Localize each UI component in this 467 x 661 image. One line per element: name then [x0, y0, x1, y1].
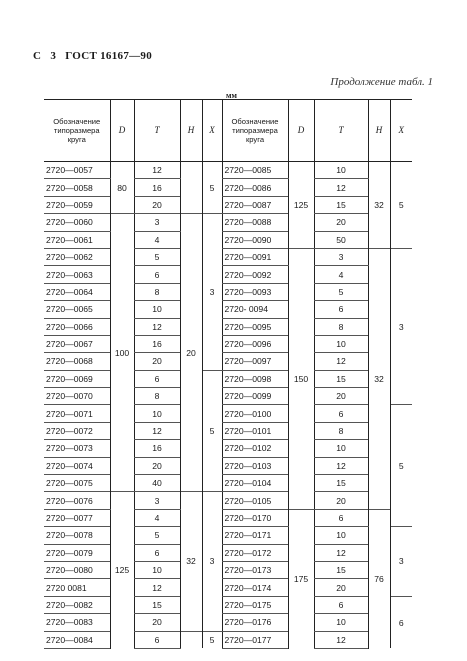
left-t-cell: 10 — [134, 405, 180, 422]
left-d-value: 80 — [110, 162, 134, 214]
right-code-cell: 2720—0096 — [222, 335, 288, 352]
header-code-right: Обозначение типоразмера круга — [222, 100, 288, 162]
left-t-cell: 5 — [134, 248, 180, 265]
right-t-cell: 3 — [314, 248, 368, 265]
left-code-cell: 2720—0058 — [44, 179, 110, 196]
table-row — [44, 405, 412, 422]
left-t-cell: 3 — [134, 214, 180, 231]
table-row — [44, 614, 412, 631]
left-d-value: 125 — [110, 492, 134, 649]
header-code-left: Обозначение типоразмера круга — [44, 100, 110, 162]
left-x-value: 5 — [202, 631, 222, 648]
right-code-cell: 2720—0101 — [222, 422, 288, 439]
table-row — [44, 631, 412, 648]
right-t-cell: 12 — [314, 631, 368, 648]
left-t-cell: 8 — [134, 388, 180, 405]
left-code-cell: 2720—0069 — [44, 370, 110, 387]
table-row — [44, 231, 412, 248]
right-code-cell: 2720—0173 — [222, 561, 288, 578]
left-code-cell: 2720—0073 — [44, 440, 110, 457]
header-d-left: D — [110, 100, 134, 162]
table-row — [44, 388, 412, 405]
right-t-cell: 8 — [314, 422, 368, 439]
left-h-value: 32 — [180, 492, 202, 631]
right-t-cell: 6 — [314, 596, 368, 613]
right-h-value: 32 — [368, 248, 390, 509]
table-row — [44, 353, 412, 370]
table-row — [44, 196, 412, 213]
left-x-value: 3 — [202, 214, 222, 371]
left-t-cell: 6 — [134, 631, 180, 648]
header-letter: С — [33, 50, 42, 62]
right-t-cell: 4 — [314, 266, 368, 283]
right-t-cell: 5 — [314, 283, 368, 300]
left-code-cell: 2720—0082 — [44, 596, 110, 613]
table-row — [44, 335, 412, 352]
right-x-value: 6 — [390, 596, 412, 648]
left-code-cell: 2720—0072 — [44, 422, 110, 439]
right-code-cell: 2720—0099 — [222, 388, 288, 405]
left-code-cell: 2720—0061 — [44, 231, 110, 248]
table-row — [44, 457, 412, 474]
left-code-cell: 2720—0064 — [44, 283, 110, 300]
right-t-cell: 12 — [314, 179, 368, 196]
left-code-cell: 2720 0081 — [44, 579, 110, 596]
right-t-cell: 50 — [314, 231, 368, 248]
header-h-right: H — [368, 100, 390, 162]
left-t-cell: 6 — [134, 370, 180, 387]
left-t-cell: 20 — [134, 614, 180, 631]
right-t-cell: 6 — [314, 301, 368, 318]
left-t-cell: 12 — [134, 422, 180, 439]
right-t-cell: 12 — [314, 544, 368, 561]
left-code-cell: 2720—0084 — [44, 631, 110, 648]
right-t-cell: 10 — [314, 335, 368, 352]
header-d-right: D — [288, 100, 314, 162]
left-h-value — [180, 162, 202, 214]
header-standard: ГОСТ 16167—90 — [65, 50, 153, 62]
right-code-cell: 2720—0085 — [222, 162, 288, 179]
left-code-cell: 2720—0075 — [44, 475, 110, 492]
left-code-cell: 2720—0060 — [44, 214, 110, 231]
table-row — [44, 561, 412, 578]
left-t-cell: 3 — [134, 492, 180, 509]
right-t-cell: 10 — [314, 614, 368, 631]
right-t-cell: 8 — [314, 318, 368, 335]
right-t-cell: 15 — [314, 475, 368, 492]
left-code-cell: 2720—0065 — [44, 301, 110, 318]
right-x-value: 3 — [390, 248, 412, 405]
left-d-value: 100 — [110, 214, 134, 492]
right-code-cell: 2720—0092 — [222, 266, 288, 283]
table-row — [44, 214, 412, 231]
right-code-cell: 2720—0091 — [222, 248, 288, 265]
left-h-value — [180, 631, 202, 648]
left-x-value: 3 — [202, 492, 222, 631]
left-t-cell: 12 — [134, 162, 180, 179]
right-code-cell: 2720—0103 — [222, 457, 288, 474]
right-t-cell: 15 — [314, 370, 368, 387]
left-t-cell: 16 — [134, 335, 180, 352]
left-code-cell: 2720—0067 — [44, 335, 110, 352]
right-code-cell: 2720—0088 — [222, 214, 288, 231]
left-t-cell: 15 — [134, 596, 180, 613]
units-label: мм — [226, 91, 237, 100]
right-code-cell: 2720—0174 — [222, 579, 288, 596]
header-x-right: X — [390, 100, 412, 162]
left-code-cell: 2720—0074 — [44, 457, 110, 474]
right-code-cell: 2720—0105 — [222, 492, 288, 509]
right-d-value: 125 — [288, 162, 314, 249]
right-t-cell: 10 — [314, 162, 368, 179]
left-h-value: 20 — [180, 214, 202, 492]
right-t-cell: 20 — [314, 214, 368, 231]
table-row — [44, 509, 412, 526]
right-t-cell: 20 — [314, 492, 368, 509]
right-code-cell: 2720—0087 — [222, 196, 288, 213]
left-t-cell: 12 — [134, 579, 180, 596]
right-code-cell: 2720—0095 — [222, 318, 288, 335]
right-code-cell: 2720—0176 — [222, 614, 288, 631]
right-code-cell: 2720—0098 — [222, 370, 288, 387]
left-code-cell: 2720—0076 — [44, 492, 110, 509]
right-code-cell: 2720—0170 — [222, 509, 288, 526]
right-t-cell: 15 — [314, 561, 368, 578]
right-t-cell: 20 — [314, 388, 368, 405]
left-code-cell: 2720—0071 — [44, 405, 110, 422]
table-row — [44, 283, 412, 300]
right-t-cell: 10 — [314, 527, 368, 544]
header-t-right: T — [314, 100, 368, 162]
left-t-cell: 12 — [134, 318, 180, 335]
table-row — [44, 475, 412, 492]
table-row — [44, 162, 412, 179]
left-t-cell: 16 — [134, 179, 180, 196]
right-t-cell: 6 — [314, 509, 368, 526]
left-code-cell: 2720—0057 — [44, 162, 110, 179]
right-h-value: 76 — [368, 509, 390, 648]
left-code-cell: 2720—0059 — [44, 196, 110, 213]
table-row — [44, 179, 412, 196]
right-t-cell: 10 — [314, 440, 368, 457]
right-code-cell: 2720—0093 — [222, 283, 288, 300]
right-d-value: 175 — [288, 509, 314, 648]
table-body — [44, 162, 412, 649]
right-code-cell: 2720—0104 — [222, 475, 288, 492]
left-t-cell: 5 — [134, 527, 180, 544]
left-x-value: 5 — [202, 162, 222, 214]
table-row — [44, 248, 412, 265]
right-d-value: 150 — [288, 248, 314, 509]
right-code-cell: 2720- 0094 — [222, 301, 288, 318]
left-x-value: 5 — [202, 370, 222, 492]
right-t-cell: 12 — [314, 457, 368, 474]
page-header — [33, 50, 158, 62]
left-code-cell: 2720—0066 — [44, 318, 110, 335]
left-code-cell: 2720—0079 — [44, 544, 110, 561]
right-x-value: 5 — [390, 405, 412, 527]
left-t-cell: 4 — [134, 509, 180, 526]
right-h-value: 32 — [368, 162, 390, 249]
right-code-cell: 2720—0102 — [222, 440, 288, 457]
left-t-cell: 40 — [134, 475, 180, 492]
left-code-cell: 2720—0070 — [44, 388, 110, 405]
right-x-value: 5 — [390, 162, 412, 249]
right-code-cell: 2720—0090 — [222, 231, 288, 248]
left-t-cell: 16 — [134, 440, 180, 457]
right-t-cell: 6 — [314, 405, 368, 422]
left-t-cell: 20 — [134, 457, 180, 474]
right-code-cell: 2720—0097 — [222, 353, 288, 370]
table-row — [44, 492, 412, 509]
left-code-cell: 2720—0083 — [44, 614, 110, 631]
left-code-cell: 2720—0062 — [44, 248, 110, 265]
right-t-cell: 15 — [314, 196, 368, 213]
table-row — [44, 370, 412, 387]
left-t-cell: 20 — [134, 196, 180, 213]
right-code-cell: 2720—0172 — [222, 544, 288, 561]
left-code-cell: 2720—0077 — [44, 509, 110, 526]
left-t-cell: 10 — [134, 301, 180, 318]
table-row — [44, 527, 412, 544]
left-code-cell: 2720—0063 — [44, 266, 110, 283]
left-t-cell: 4 — [134, 231, 180, 248]
right-code-cell: 2720—0177 — [222, 631, 288, 648]
header-x-left: X — [202, 100, 222, 162]
header-t-left: T — [134, 100, 180, 162]
right-code-cell: 2720—0171 — [222, 527, 288, 544]
right-t-cell: 20 — [314, 579, 368, 596]
table-row — [44, 318, 412, 335]
dimensions-table — [44, 99, 412, 649]
right-code-cell: 2720—0086 — [222, 179, 288, 196]
table-row — [44, 544, 412, 561]
left-t-cell: 10 — [134, 561, 180, 578]
table-row — [44, 266, 412, 283]
table-continuation-note: Продолжение табл. 1 — [330, 76, 433, 88]
left-t-cell: 8 — [134, 283, 180, 300]
header-h-left: H — [180, 100, 202, 162]
left-code-cell: 2720—0078 — [44, 527, 110, 544]
table-row — [44, 301, 412, 318]
left-t-cell: 6 — [134, 266, 180, 283]
left-code-cell: 2720—0068 — [44, 353, 110, 370]
left-code-cell: 2720—0080 — [44, 561, 110, 578]
table-row — [44, 440, 412, 457]
right-t-cell: 12 — [314, 353, 368, 370]
left-t-cell: 20 — [134, 353, 180, 370]
table-row — [44, 422, 412, 439]
left-t-cell: 6 — [134, 544, 180, 561]
table-row — [44, 579, 412, 596]
header-page-number: 3 — [50, 50, 57, 62]
table-row — [44, 596, 412, 613]
right-code-cell: 2720—0100 — [222, 405, 288, 422]
right-code-cell: 2720—0175 — [222, 596, 288, 613]
right-x-value: 3 — [390, 527, 412, 597]
